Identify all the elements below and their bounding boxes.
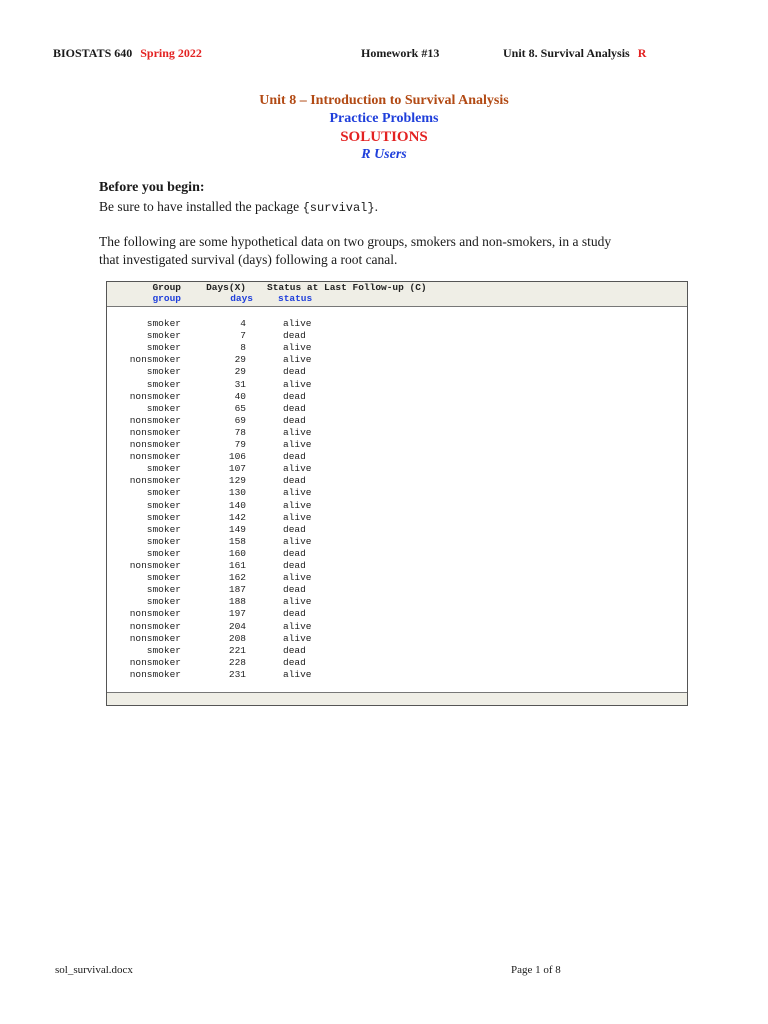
cell-group: nonsmoker (129, 632, 181, 644)
cell-status: dead (283, 584, 306, 596)
page-header (53, 46, 713, 62)
cell-status: alive (283, 596, 312, 608)
cell-group: smoker (146, 463, 181, 475)
cell-status: alive (283, 535, 312, 547)
cell-status: dead (283, 475, 306, 487)
cell-status: alive (283, 354, 312, 366)
cell-days: 208 (228, 632, 246, 644)
header-status: Status at Last Follow-up (C) (267, 282, 427, 293)
cell-status: alive (283, 572, 312, 584)
cell-days: 161 (228, 560, 246, 571)
title-unit: Unit 8 – Introduction to Survival Analysis (259, 93, 509, 108)
intro-paragraph-line2: that investigated survival (days) following a root canal. (99, 252, 398, 267)
cell-days: 7 (240, 330, 246, 342)
cell-group: nonsmoker (129, 414, 181, 426)
cell-status: dead (283, 523, 306, 535)
package-name: {survival} (302, 201, 375, 215)
cell-days: 228 (228, 656, 246, 668)
course-label: BIOSTATS 640 (53, 46, 133, 60)
install-period: . (374, 199, 378, 214)
cell-group: nonsmoker (129, 426, 181, 438)
cell-group: smoker (146, 342, 181, 354)
cell-days: 79 (234, 439, 246, 450)
cell-status: dead (283, 451, 306, 463)
cell-days: 29 (234, 354, 246, 366)
before-heading: Before you begin: (99, 180, 205, 195)
cell-days: 160 (228, 547, 246, 559)
header-homework: Homework #13 (361, 46, 440, 60)
cell-days: 29 (234, 366, 246, 378)
cell-status: dead (283, 330, 306, 342)
cell-group: smoker (146, 318, 181, 329)
table-footer-band (107, 692, 687, 705)
cell-group: smoker (146, 535, 181, 547)
cell-group: smoker (146, 644, 181, 656)
cell-status: dead (283, 656, 306, 668)
cell-days: 40 (234, 390, 246, 402)
title-block (0, 92, 768, 164)
cell-status: alive (283, 511, 312, 523)
cell-group: smoker (146, 511, 181, 523)
cell-group: smoker (146, 584, 181, 596)
cell-group: nonsmoker (129, 390, 181, 402)
cell-days: 162 (228, 572, 246, 584)
cell-days: 142 (228, 511, 246, 523)
cell-group: smoker (146, 402, 181, 414)
cell-group: nonsmoker (129, 451, 181, 463)
cell-days: 130 (228, 487, 246, 499)
cell-status: alive (283, 487, 312, 499)
data-table (106, 281, 688, 706)
cell-status: alive (283, 668, 312, 680)
cell-days: 221 (228, 644, 246, 656)
varname-days: days (230, 293, 253, 304)
cell-status: alive (283, 378, 312, 390)
cell-status: alive (283, 342, 312, 354)
cell-group: nonsmoker (129, 656, 181, 668)
cell-status: dead (283, 547, 306, 559)
cell-group: smoker (146, 547, 181, 559)
cell-status: alive (283, 499, 312, 511)
cell-group: smoker (146, 596, 181, 608)
install-text: Be sure to have installed the package (99, 199, 303, 214)
table-header-band (107, 282, 687, 307)
cell-status: alive (283, 620, 312, 632)
cell-days: 4 (240, 318, 246, 329)
cell-days: 187 (228, 584, 246, 596)
cell-group: smoker (146, 499, 181, 511)
cell-days: 140 (228, 499, 246, 511)
cell-group: smoker (146, 572, 181, 584)
cell-days: 69 (234, 414, 246, 426)
cell-group: nonsmoker (129, 668, 181, 680)
cell-status: dead (283, 414, 306, 426)
cell-status: dead (283, 560, 306, 571)
title-r-users: R Users (361, 147, 407, 162)
cell-status: alive (283, 439, 312, 450)
varname-status: status (278, 293, 313, 304)
cell-status: dead (283, 402, 306, 414)
cell-days: 158 (228, 535, 246, 547)
unit-label: Unit 8. Survival Analysis (503, 46, 630, 60)
cell-days: 107 (228, 463, 246, 475)
cell-days: 78 (234, 426, 246, 438)
cell-days: 197 (228, 608, 246, 620)
intro-paragraph-line1: The following are some hypothetical data on two groups, smokers and non-smokers, in a study (99, 234, 612, 249)
cell-days: 149 (228, 523, 246, 535)
header-lang: R (637, 46, 647, 60)
cell-group: nonsmoker (129, 620, 181, 632)
footer-filename: sol_survival.docx (55, 964, 133, 976)
varname-group: group (152, 293, 181, 304)
cell-days: 106 (228, 451, 246, 463)
header-course (53, 46, 202, 61)
cell-status: dead (283, 390, 306, 402)
cell-group: nonsmoker (129, 439, 181, 450)
cell-days: 188 (228, 596, 246, 608)
cell-group: smoker (146, 378, 181, 390)
title-practice: Practice Problems (329, 111, 439, 126)
cell-group: nonsmoker (129, 608, 181, 620)
cell-status: dead (283, 366, 306, 378)
cell-days: 204 (228, 620, 246, 632)
cell-status: dead (283, 644, 306, 656)
cell-status: alive (283, 632, 312, 644)
cell-group: smoker (146, 523, 181, 535)
cell-days: 8 (240, 342, 246, 354)
header-days: Days(X) (206, 282, 246, 293)
title-solutions: SOLUTIONS (340, 129, 428, 145)
footer-page: Page 1 of 8 (511, 964, 561, 976)
cell-status: alive (283, 318, 312, 329)
cell-days: 31 (234, 378, 246, 390)
cell-days: 65 (234, 402, 246, 414)
header-group: Group (152, 282, 181, 293)
cell-days: 129 (228, 475, 246, 487)
cell-group: smoker (146, 366, 181, 378)
cell-days: 231 (228, 668, 246, 680)
cell-group: nonsmoker (129, 354, 181, 366)
cell-group: smoker (146, 330, 181, 342)
cell-status: dead (283, 608, 306, 620)
cell-group: nonsmoker (129, 560, 181, 571)
cell-status: alive (283, 426, 312, 438)
install-note (99, 199, 378, 215)
header-unit (503, 46, 646, 61)
cell-group: smoker (146, 487, 181, 499)
header-term: Spring 2022 (140, 46, 202, 60)
cell-status: alive (283, 463, 312, 475)
cell-group: nonsmoker (129, 475, 181, 487)
